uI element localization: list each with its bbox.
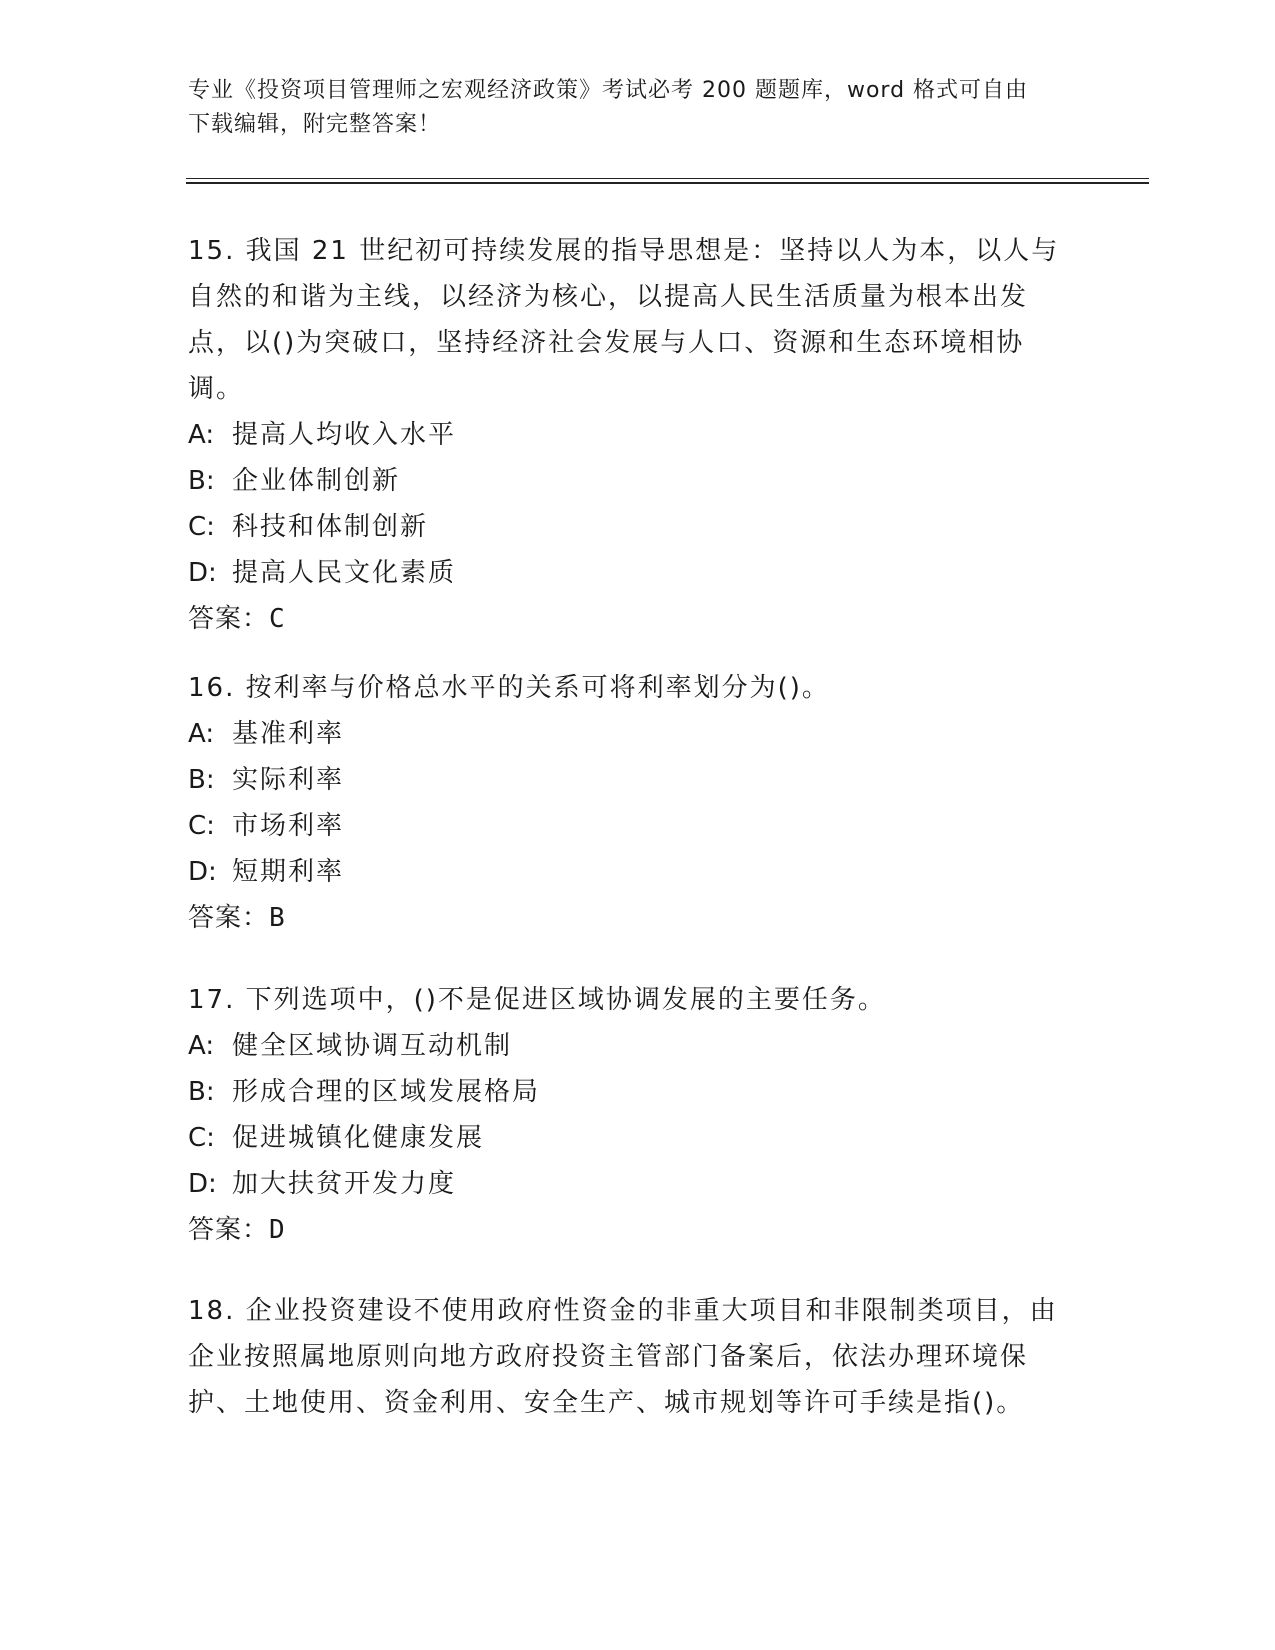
option-c bbox=[188, 1115, 1068, 1161]
answer-line bbox=[188, 895, 1068, 941]
question-stem-line: 16. 按利率与价格总水平的关系可将利率划分为()。 bbox=[188, 673, 830, 703]
option-a bbox=[188, 412, 1068, 458]
option-text: 促进城镇化健康发展 bbox=[232, 1123, 485, 1153]
answer-value: D bbox=[269, 1215, 285, 1245]
option-label: A: bbox=[188, 719, 215, 749]
question-stem-line: 点，以()为突破口，坚持经济社会发展与人口、资源和生态环境相协 bbox=[188, 328, 1025, 358]
option-text: 科技和体制创新 bbox=[232, 512, 429, 542]
question-stem-line: 企业按照属地原则向地方政府投资主管部门备案后，依法办理环境保 bbox=[188, 1342, 1029, 1372]
question-16 bbox=[188, 665, 1068, 941]
answer-label: 答案： bbox=[188, 903, 270, 933]
option-text: 形成合理的区域发展格局 bbox=[232, 1077, 541, 1107]
answer-value: C bbox=[269, 604, 285, 634]
option-b bbox=[188, 757, 1068, 803]
option-d bbox=[188, 849, 1068, 895]
option-text: 提高人均收入水平 bbox=[232, 420, 457, 450]
option-label: B: bbox=[188, 1077, 215, 1107]
question-stem-line: 护、土地使用、资金利用、安全生产、城市规划等许可手续是指()。 bbox=[188, 1388, 1025, 1418]
option-text: 企业体制创新 bbox=[232, 466, 401, 496]
option-c bbox=[188, 504, 1068, 550]
answer-line bbox=[188, 596, 1068, 642]
option-text: 基准利率 bbox=[232, 719, 345, 749]
option-label: A: bbox=[188, 1031, 215, 1061]
question-stem-line: 自然的和谐为主线，以经济为核心，以提高人民生活质量为根本出发 bbox=[188, 282, 1029, 312]
option-b bbox=[188, 458, 1068, 504]
option-d bbox=[188, 1161, 1068, 1207]
option-label: B: bbox=[188, 466, 215, 496]
question-18 bbox=[188, 1288, 1068, 1426]
answer-value: B bbox=[269, 903, 285, 933]
option-text: 实际利率 bbox=[232, 765, 345, 795]
option-label: D: bbox=[188, 857, 217, 887]
option-a bbox=[188, 1023, 1068, 1069]
answer-label: 答案： bbox=[188, 604, 270, 634]
header-line-2: 下载编辑，附完整答案！ bbox=[188, 112, 442, 137]
question-stem-line: 调。 bbox=[188, 374, 245, 404]
option-label: D: bbox=[188, 558, 217, 588]
option-a bbox=[188, 711, 1068, 757]
option-label: C: bbox=[188, 811, 215, 841]
answer-line bbox=[188, 1207, 1068, 1253]
option-text: 提高人民文化素质 bbox=[232, 558, 457, 588]
option-b bbox=[188, 1069, 1068, 1115]
question-stem-line: 17. 下列选项中，()不是促进区域协调发展的主要任务。 bbox=[188, 985, 886, 1015]
option-text: 短期利率 bbox=[232, 857, 345, 887]
question-stem-line: 18. 企业投资建设不使用政府性资金的非重大项目和非限制类项目，由 bbox=[188, 1296, 1058, 1326]
option-label: B: bbox=[188, 765, 215, 795]
question-15 bbox=[188, 228, 1068, 642]
question-stem-line: 15. 我国 21 世纪初可持续发展的指导思想是：坚持以人为本，以人与 bbox=[188, 236, 1060, 266]
question-17 bbox=[188, 977, 1068, 1253]
option-text: 加大扶贫开发力度 bbox=[232, 1169, 457, 1199]
option-label: C: bbox=[188, 512, 215, 542]
document-header bbox=[188, 74, 1068, 142]
answer-label: 答案： bbox=[188, 1215, 270, 1245]
header-divider-thin bbox=[186, 178, 1149, 179]
header-divider-thick bbox=[186, 182, 1149, 184]
option-label: D: bbox=[188, 1169, 217, 1199]
option-text: 市场利率 bbox=[232, 811, 345, 841]
option-text: 健全区域协调互动机制 bbox=[232, 1031, 513, 1061]
option-label: C: bbox=[188, 1123, 215, 1153]
option-c bbox=[188, 803, 1068, 849]
option-d bbox=[188, 550, 1068, 596]
header-line-1: 专业《投资项目管理师之宏观经济政策》考试必考 200 题题库，word 格式可自由 bbox=[188, 78, 1029, 103]
option-label: A: bbox=[188, 420, 215, 450]
